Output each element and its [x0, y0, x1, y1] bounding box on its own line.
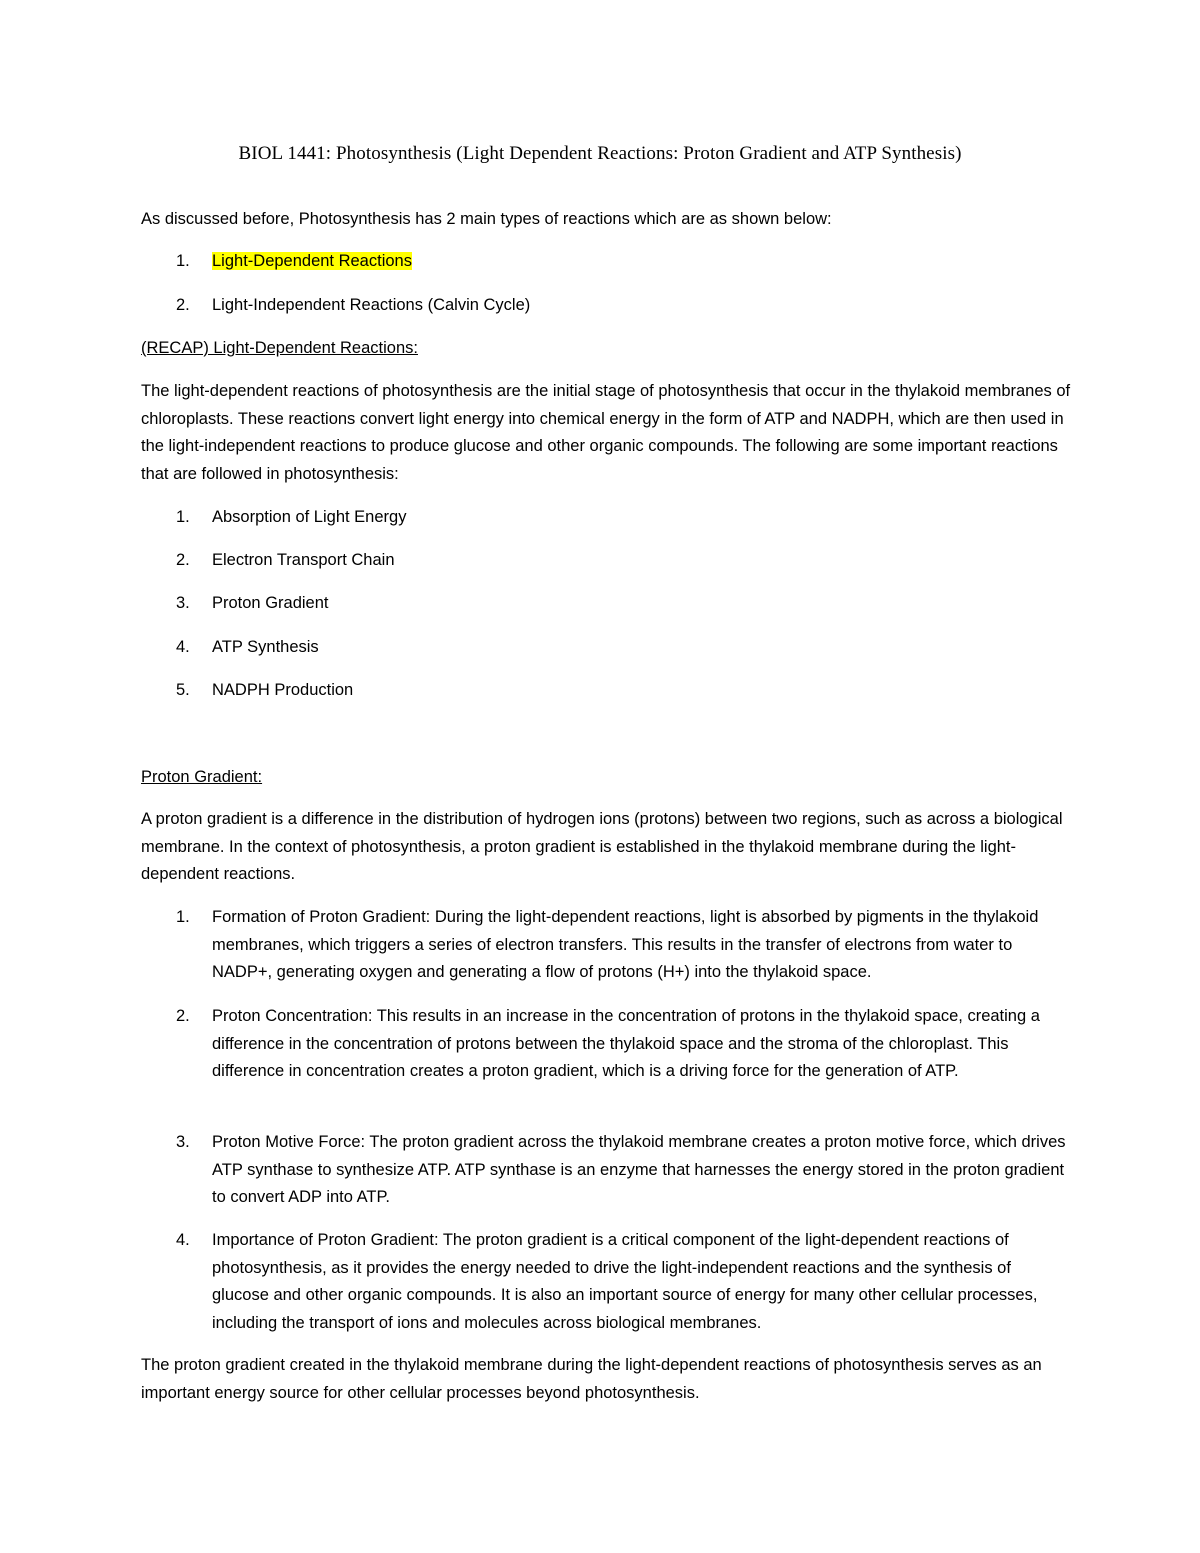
- list-text: Absorption of Light Energy: [212, 508, 407, 526]
- list-text: Formation of Proton Gradient: During the light-dependent reactions, light is absorbed by pigments in the thylakoid membranes, which triggers a series of electron transfers. This results in the transfer of electrons from water to NADP+, generating oxygen and generating a flow of protons (H+) into the thylakoid space.: [212, 908, 1039, 981]
- highlighted-text: Light-Dependent Reactions: [212, 252, 412, 270]
- intro-paragraph: As discussed before, Photosynthesis has 2 main types of reactions which are as shown below:: [141, 210, 832, 228]
- list-text: Proton Gradient: [212, 594, 329, 612]
- list-number: 4.: [176, 638, 190, 656]
- recap-paragraph: The light-dependent reactions of photosynthesis are the initial stage of photosynthesis that occur in the thylakoid membranes of chloroplasts. These reactions convert light energy into chemical energy in the form of ATP and NADPH, which are then used in the light-independent reactions to produce glucose and other organic compounds. The following are some important reactions that are followed in photosynthesis:: [141, 382, 1071, 483]
- list-text: Proton Concentration: This results in an increase in the concentration of protons in the thylakoid space, creating a difference in the concentration of protons between the thylakoid space and the stroma of the chloroplast. This difference in concentration creates a proton gradient, which is a driving force for the generation of ATP.: [212, 1007, 1040, 1080]
- gradient-paragraph: A proton gradient is a difference in the distribution of hydrogen ions (protons) between two regions, such as across a biological membrane. In the context of photosynthesis, a proton gradient is established in the thylakoid membrane during the light-dependent reactions.: [141, 810, 1063, 883]
- list-text: NADPH Production: [212, 681, 354, 699]
- list-number: 2.: [176, 551, 190, 569]
- list-number: 2.: [176, 296, 190, 314]
- list-number: 3.: [176, 1133, 190, 1151]
- list-text: ATP Synthesis: [212, 638, 319, 656]
- list-text: Importance of Proton Gradient: The proton gradient is a critical component of the light-dependent reactions of photosynthesis, as it provides the energy needed to drive the light-independent reactions and the synthesis of glucose and other organic compounds. It is also an important source of energy for many other cellular processes, including the transport of ions and molecules across biological membranes.: [212, 1231, 1038, 1332]
- recap-heading: (RECAP) Light-Dependent Reactions:: [141, 339, 418, 357]
- document-title: BIOL 1441: Photosynthesis (Light Dependent Reactions: Proton Gradient and ATP Synthesis): [238, 143, 962, 164]
- list-number: 1.: [176, 508, 190, 526]
- list-text: Light-Independent Reactions (Calvin Cycle): [212, 296, 531, 314]
- list-number: 3.: [176, 594, 190, 612]
- list-number: 1.: [176, 908, 190, 926]
- list-number: 2.: [176, 1007, 190, 1025]
- list-number: 1.: [176, 252, 190, 270]
- list-text: Electron Transport Chain: [212, 551, 395, 569]
- list-number: 5.: [176, 681, 190, 699]
- list-number: 4.: [176, 1231, 190, 1249]
- gradient-heading: Proton Gradient:: [141, 768, 263, 786]
- list-text: Proton Motive Force: The proton gradient across the thylakoid membrane creates a proton motive force, which drives ATP synthase to synthesize ATP. ATP synthase is an enzyme that harnesses the energy stored in the proton gradient to convert ADP into ATP.: [212, 1133, 1066, 1206]
- closing-paragraph: The proton gradient created in the thylakoid membrane during the light-dependent reactions of photosynthesis serves as an important energy source for other cellular processes beyond photosynthesis.: [141, 1356, 1042, 1402]
